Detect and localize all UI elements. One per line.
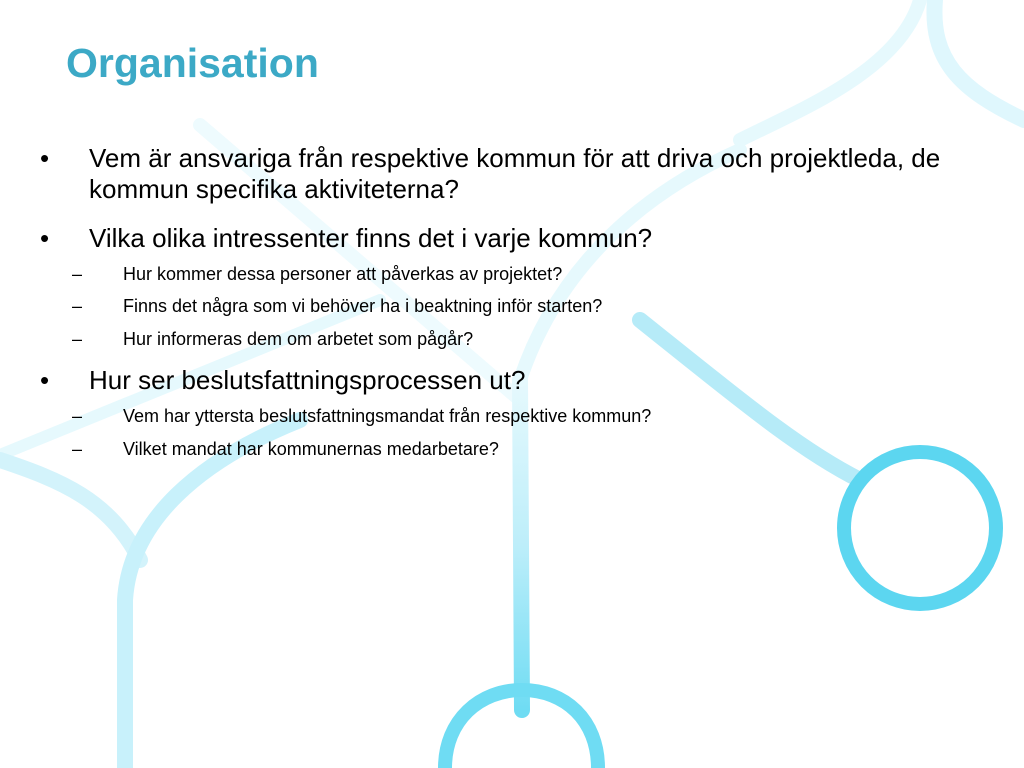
bullet-text: Hur ser beslutsfattningsprocessen ut? xyxy=(89,365,526,395)
slide-title: Organisation xyxy=(66,40,319,86)
bullet-text: Vem är ansvariga från respektive kommun för att driva och projektleda, de kommun specifika aktiviteterna? xyxy=(89,143,941,204)
bullet-marker: • xyxy=(40,365,50,395)
sub-bullet-text: Finns det några som vi behöver ha i beaktning inför starten? xyxy=(123,296,603,316)
dash-marker: – xyxy=(72,264,83,284)
dash-marker: – xyxy=(72,296,83,316)
dash-marker: – xyxy=(72,329,83,349)
sub-bullet-text: Hur kommer dessa personer att påverkas av projektet? xyxy=(123,264,563,284)
sub-bullet-text: Vem har yttersta beslutsfattningsmandat från respektive kommun? xyxy=(123,406,652,426)
bullet-marker: • xyxy=(40,223,50,253)
bullet-text: Vilka olika intressenter finns det i varje kommun? xyxy=(89,223,653,253)
dash-marker: – xyxy=(72,439,83,459)
sub-bullet-text: Vilket mandat har kommunernas medarbetare? xyxy=(123,439,499,459)
bullet-marker: • xyxy=(40,143,50,173)
dash-marker: – xyxy=(72,406,83,426)
sub-bullet-text: Hur informeras dem om arbetet som pågår? xyxy=(123,329,474,349)
